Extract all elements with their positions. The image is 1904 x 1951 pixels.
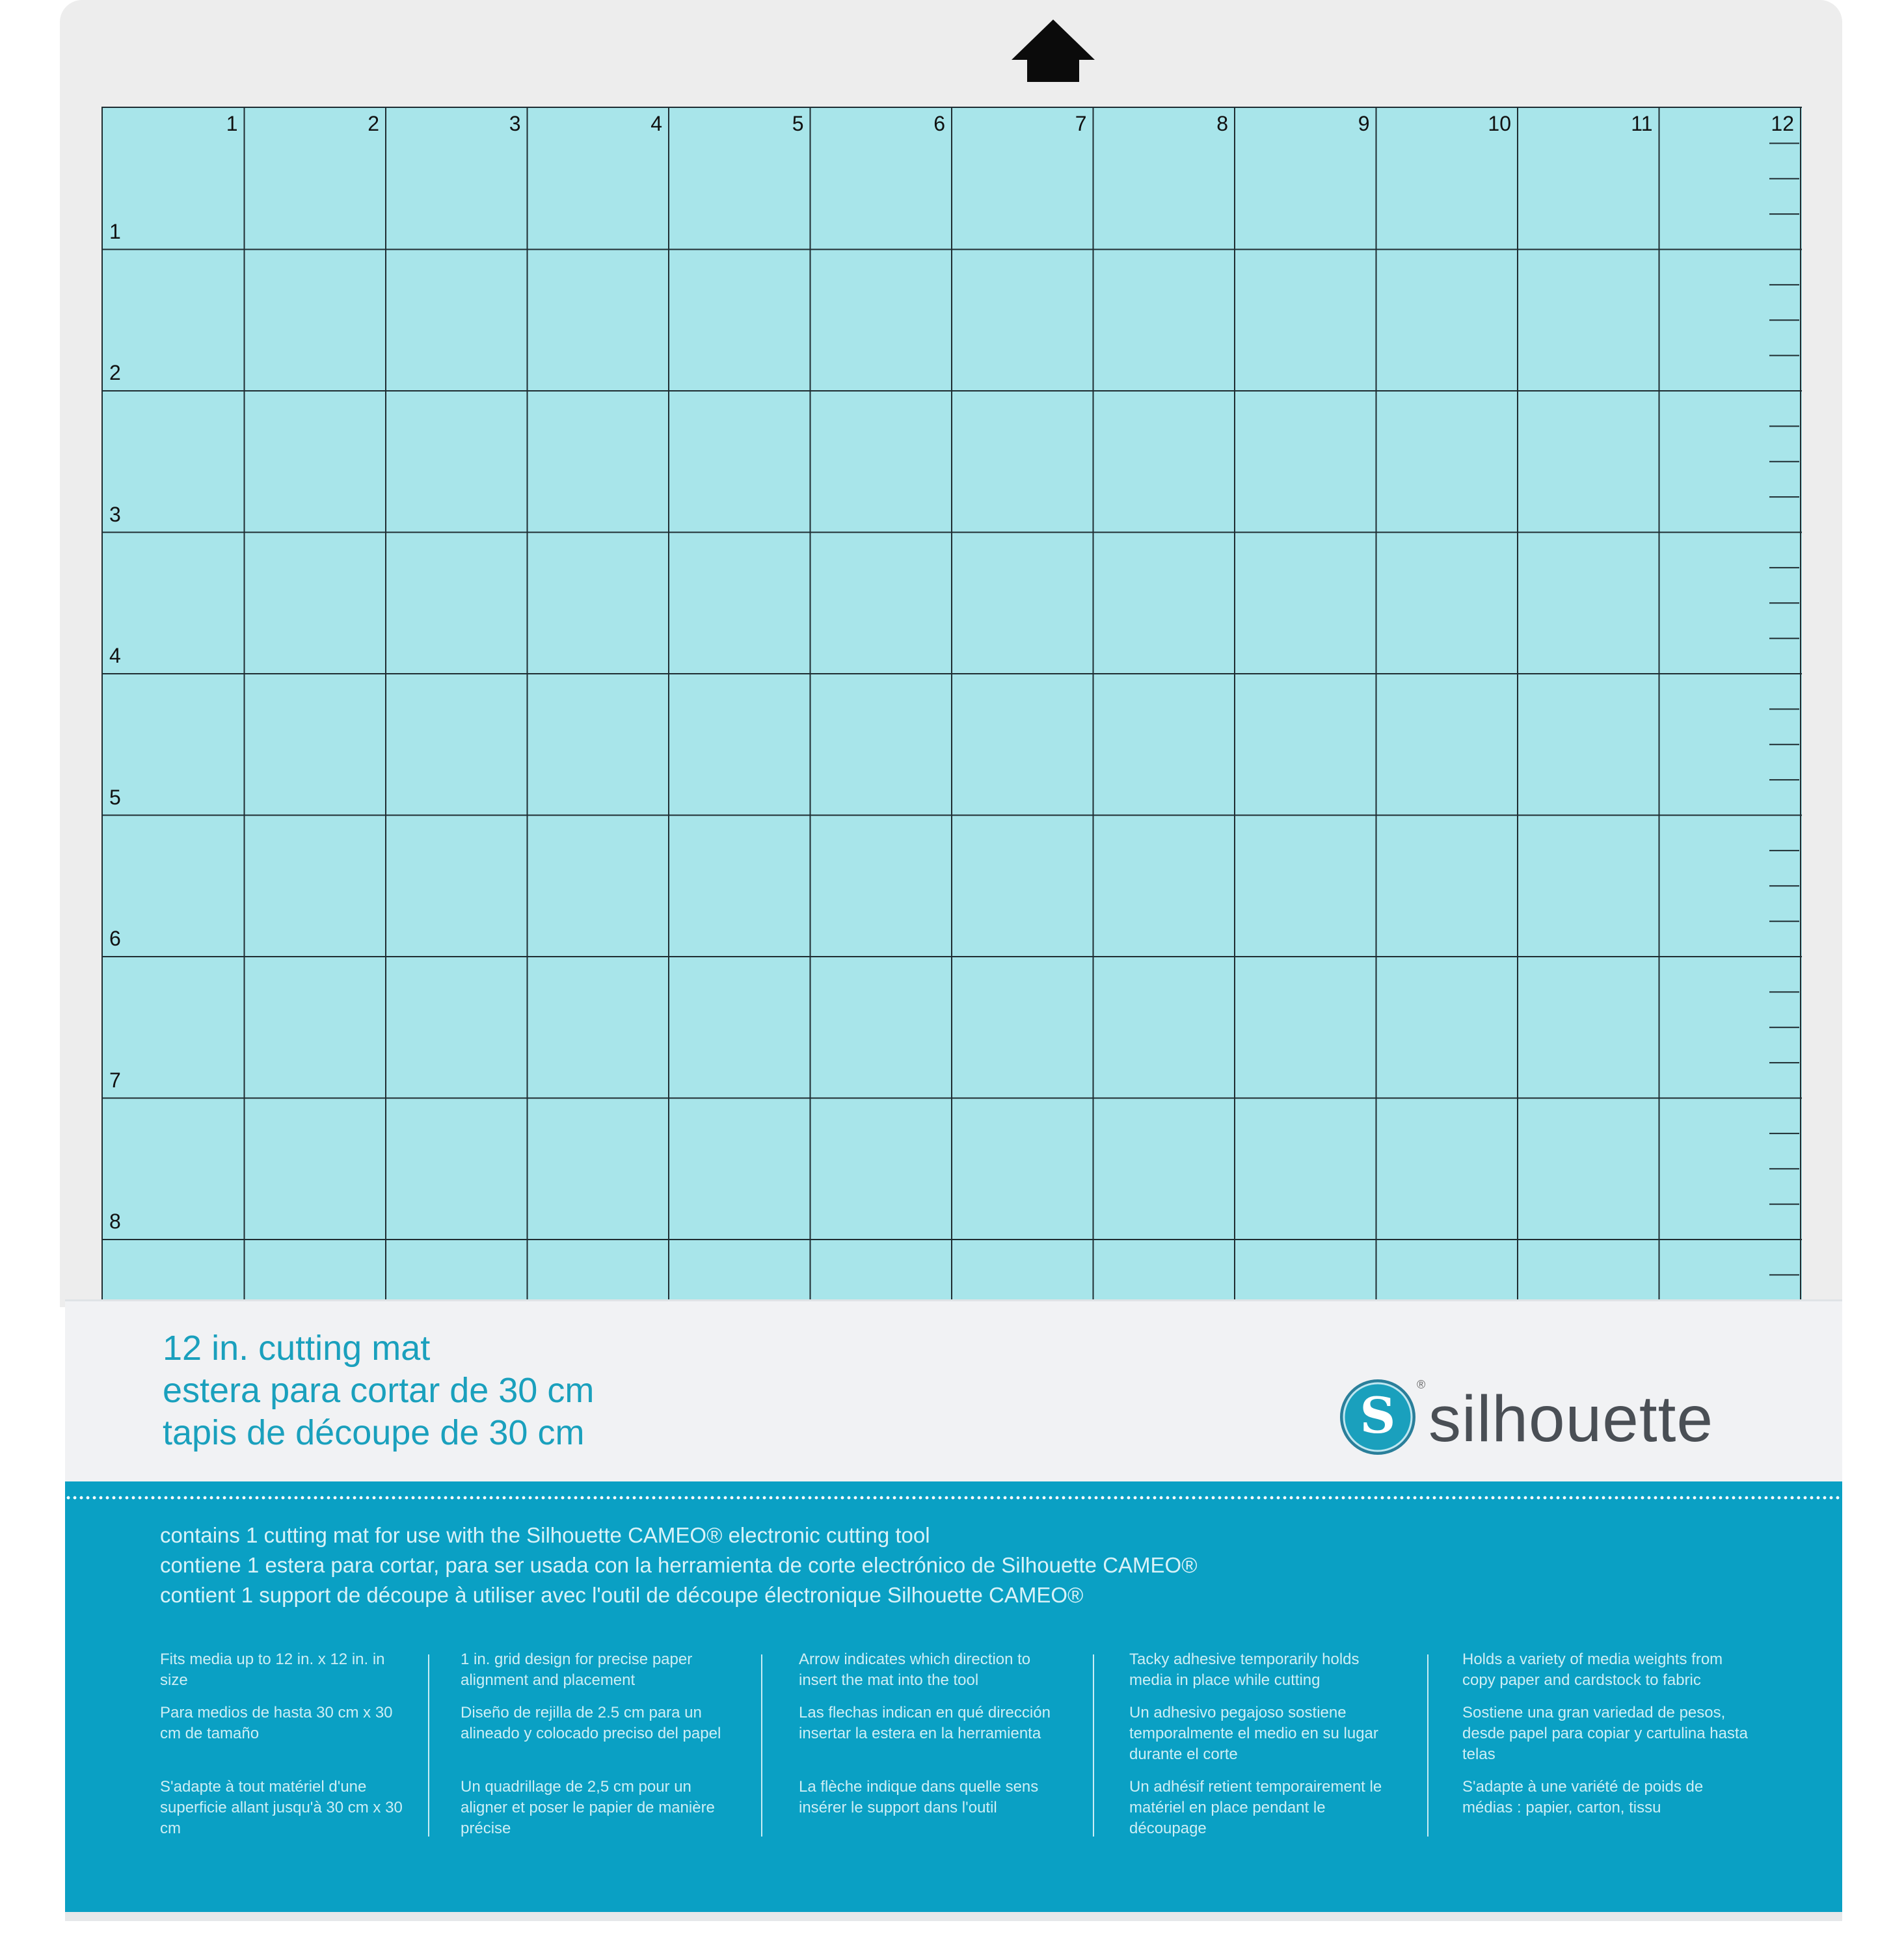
column-divider [761, 1654, 762, 1837]
column-number: 4 [650, 112, 662, 135]
feature-column [461, 1649, 734, 1839]
package-label-details [65, 1481, 1842, 1912]
feature-english: Tacky adhesive temporarily holds media in place while cutting [1129, 1651, 1360, 1689]
row-number: 3 [109, 502, 121, 526]
row-number: 5 [109, 785, 121, 809]
contents-french: contient 1 support de découpe à utiliser avec l'outil de découpe électronique Silhouette CAMEO® [160, 1583, 1084, 1607]
row-number: 1 [109, 219, 121, 243]
column-number: 6 [933, 112, 945, 135]
feature-french: Un adhésif retient temporairement le matériel en place pendant le découpage [1129, 1778, 1382, 1837]
contents-english: contains 1 cutting mat for use with the Silhouette CAMEO® electronic cutting tool [160, 1523, 930, 1547]
column-number: 3 [509, 112, 521, 135]
feature-french: S'adapte à tout matériel d'une superficie allant jusqu'à 30 cm x 30 cm [160, 1778, 403, 1837]
feature-spanish: Un adhesivo pegajoso sostiene temporalmente el medio en su lugar durante el corte [1129, 1704, 1378, 1763]
feature-english: Arrow indicates which direction to insert the mat into the tool [799, 1651, 1031, 1689]
registered-mark: ® [1417, 1378, 1426, 1391]
brand-name: silhouette [1428, 1383, 1714, 1455]
column-divider [428, 1654, 429, 1837]
title-french: tapis de découpe de 30 cm [163, 1413, 585, 1452]
feature-english: Holds a variety of media weights from copy paper and cardstock to fabric [1462, 1651, 1723, 1689]
feature-english: 1 in. grid design for precise paper alignment and placement [461, 1651, 693, 1689]
feature-french: S'adapte à une variété de poids de médias : papier, carton, tissu [1462, 1778, 1704, 1816]
column-divider [1093, 1654, 1094, 1837]
column-number: 1 [226, 112, 238, 135]
feature-column [1129, 1649, 1402, 1839]
feature-column [799, 1649, 1072, 1818]
column-number: 8 [1216, 112, 1228, 135]
column-divider [1427, 1654, 1428, 1837]
feature-spanish: Diseño de rejilla de 2.5 cm para un alineado y colocado preciso del papel [461, 1704, 721, 1742]
feature-spanish: Sostiene una gran variedad de pesos, desde papel para copiar y cartulina hasta telas [1462, 1704, 1748, 1763]
insert-direction-arrow-icon [1012, 20, 1095, 82]
product-title [163, 1327, 594, 1454]
title-spanish: estera para cortar de 30 cm [163, 1371, 595, 1410]
feature-english: Fits media up to 12 in. x 12 in. in size [160, 1651, 385, 1689]
silhouette-logo [1339, 1378, 1820, 1469]
row-number: 7 [109, 1068, 121, 1092]
feature-french: Un quadrillage de 2,5 cm pour un aligner et poser le papier de manière précise [461, 1778, 715, 1837]
column-number: 11 [1631, 112, 1653, 135]
column-number: 5 [792, 112, 804, 135]
silhouette-s-icon [1339, 1378, 1417, 1456]
feature-spanish: Las flechas indican en qué dirección insertar la estera en la herramienta [799, 1704, 1051, 1742]
row-number: 8 [109, 1210, 121, 1233]
column-number: 12 [1771, 112, 1794, 135]
contents-spanish: contiene 1 estera para cortar, para ser usada con la herramienta de corte electrónico de Silhouette CAMEO® [160, 1553, 1198, 1577]
feature-spanish: Para medios de hasta 30 cm x 30 cm de tamaño [160, 1704, 393, 1742]
column-number: 7 [1075, 112, 1087, 135]
dotted-divider [65, 1496, 1842, 1500]
row-number: 4 [109, 644, 121, 667]
package-bottom-edge [65, 1912, 1842, 1921]
logo-letter: S [1360, 1387, 1396, 1444]
mat-grid [101, 107, 1802, 1311]
row-number: 2 [109, 361, 121, 384]
title-english: 12 in. cutting mat [163, 1329, 431, 1368]
column-number: 10 [1488, 112, 1511, 135]
feature-column [160, 1649, 407, 1839]
contents-text [160, 1520, 1198, 1610]
column-number: 2 [368, 112, 379, 135]
row-number: 6 [109, 927, 121, 950]
feature-french: La flèche indique dans quelle sens insérer le support dans l'outil [799, 1778, 1039, 1816]
column-number: 9 [1358, 112, 1370, 135]
grid-lines [103, 108, 1802, 1311]
feature-column [1462, 1649, 1749, 1818]
package-label-header [65, 1299, 1842, 1483]
